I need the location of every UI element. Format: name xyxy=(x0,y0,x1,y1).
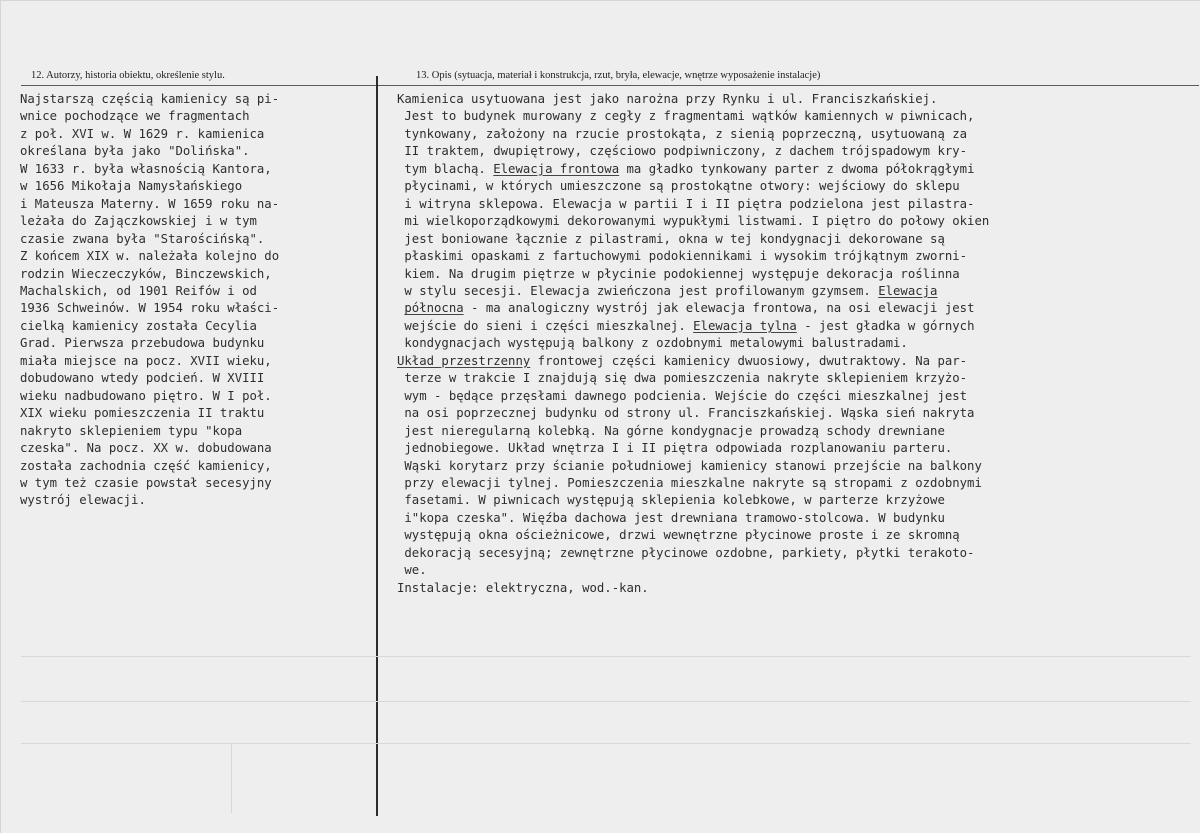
text-line xyxy=(397,475,989,492)
text-line xyxy=(397,405,989,422)
description-text xyxy=(397,91,989,597)
text-line xyxy=(397,510,989,527)
text-line xyxy=(397,545,989,562)
text-line xyxy=(397,143,989,160)
text-segment: na osi poprzecznej budynku od strony ul. Franciszkańskiej. Wąska sień nakryta xyxy=(397,406,975,421)
text-line: określana była jako "Dolińska". xyxy=(20,144,250,159)
text-segment: tynkowany, założony na rzucie prostokąta, z sienią poprzeczną, usytuowaną za xyxy=(397,126,968,141)
text-line: rodzin Wieczeczyków, Binczewskich, xyxy=(20,266,272,281)
text-line xyxy=(397,300,989,317)
text-segment: Wąski korytarz przy ścianie południowej kamienicy stanowi przejście na balkony xyxy=(397,458,982,473)
text-segment: jednobiegowe. Układ wnętrza I i II piętra odpowiada rozplanowaniu parteru. xyxy=(397,441,953,456)
text-segment: we. xyxy=(397,563,427,578)
text-segment: dekoracją secesyjną; zewnętrzne płycinowe ozdobne, parkiety, płytki terakoto- xyxy=(397,545,975,560)
text-segment: Kamienica usytuowana jest jako narożna przy Rynku i ul. Franciszkańskiej. xyxy=(397,92,938,106)
text-segment: i"kopa czeska". Więźba dachowa jest drewniana tramowo-stolcowa. W budynku xyxy=(397,510,945,525)
text-segment: terze w trakcie I znajdują się dwa pomieszczenia nakryte sklepieniem krzyżo- xyxy=(397,371,968,386)
text-line xyxy=(397,423,989,440)
text-line xyxy=(397,458,989,475)
text-line xyxy=(397,492,989,509)
text-segment: frontowej części kamienicy dwuosiowy, dwutraktowy. Na par- xyxy=(530,353,968,368)
text-segment: Instalacje: elektryczna, wod.-kan. xyxy=(397,580,649,595)
text-segment: kiem. Na drugim piętrze w płycinie podokiennej występuje dekoracja roślinna xyxy=(397,266,960,281)
text-line: Najstarszą częścią kamienicy są pi- xyxy=(20,92,280,106)
text-segment: jest nieregularną kolebką. Na górne kondygnacje prowadzą schody drewniane xyxy=(397,423,945,438)
text-line xyxy=(397,318,989,335)
text-line: Grad. Pierwsza przebudowa budynku xyxy=(20,336,265,351)
text-segment: w stylu secesji. Elewacja zwieńczona jest profilowanym gzymsem. xyxy=(397,283,879,298)
text-line: w tym też czasie powstał secesyjny xyxy=(20,475,272,490)
text-segment: jest boniowane łącznie z pilastrami, okna w tej kondygnacji dekorowane są xyxy=(397,231,945,246)
text-line: cielką kamienicy została Cecylia xyxy=(20,318,257,333)
text-line: 1936 Schweinów. W 1954 roku właści- xyxy=(20,301,280,316)
text-line: dobudowano wtedy podcień. W XVIII xyxy=(20,371,265,386)
text-line xyxy=(397,178,989,195)
show-through-rule xyxy=(231,743,232,813)
text-line: nakryto sklepieniem typu "kopa xyxy=(20,423,243,438)
text-segment: występują okna ościeżnicowe, drzwi wewnętrzne płycinowe proste i ze skromną xyxy=(397,528,960,543)
text-line: z poł. XVI w. W 1629 r. kamienica xyxy=(20,126,265,141)
text-line: leżała do Zajączkowskiej i w tym xyxy=(20,214,257,229)
text-line: została zachodnia część kamienicy, xyxy=(20,458,272,473)
text-line xyxy=(397,231,989,248)
text-line xyxy=(397,266,989,283)
text-segment: ma gładko tynkowany parter z dwoma półokrągłymi xyxy=(619,161,975,176)
text-segment: tym blachą. xyxy=(397,161,494,176)
underlined-heading: Układ przestrzenny xyxy=(397,353,531,368)
underlined-heading: Elewacja frontowa xyxy=(493,161,620,176)
header-rule xyxy=(21,85,1199,86)
text-line xyxy=(397,161,989,178)
text-segment: mi wielkoporządkowymi dekorowanymi wypukłymi listwami. I piętro do połowy okien xyxy=(397,214,990,229)
text-line xyxy=(397,283,989,300)
text-line xyxy=(397,388,989,405)
text-line xyxy=(397,335,989,352)
text-line xyxy=(397,126,989,143)
show-through-rule xyxy=(21,656,1191,657)
text-segment: wejście do sieni i części mieszkalnej. xyxy=(397,318,694,333)
underlined-heading: Elewacja tylna xyxy=(693,318,797,333)
section-12-heading: 12. Autorzy, historia obiektu, określenie stylu. xyxy=(31,70,225,81)
text-line xyxy=(397,440,989,457)
text-line xyxy=(397,108,989,125)
text-line: XIX wieku pomieszczenia II traktu xyxy=(20,406,265,421)
text-line: Z końcem XIX w. należała kolejno do xyxy=(20,249,280,264)
show-through-rule xyxy=(21,743,1191,744)
text-line xyxy=(397,353,989,370)
text-segment: Jest to budynek murowany z cegły z fragmentami wątków kamiennych w piwnicach, xyxy=(397,109,975,124)
text-line xyxy=(397,91,989,108)
text-line: czasie zwana była "Starościńską". xyxy=(20,231,265,246)
history-text xyxy=(20,91,279,510)
text-line: Machalskich, od 1901 Reifów i od xyxy=(20,283,257,298)
text-segment: - jest gładka w górnych xyxy=(796,318,975,333)
text-line: w 1656 Mikołaja Namysłańskiego xyxy=(20,179,243,194)
text-line: W 1633 r. była własnością Kantora, xyxy=(20,161,272,176)
show-through-rule xyxy=(21,701,1191,702)
text-line xyxy=(397,370,989,387)
text-segment: II traktem, dwupiętrowy, częściowo podpiwniczony, z dachem trójspadowym kry- xyxy=(397,144,968,159)
text-segment: i witryna sklepowa. Elewacja w partii I i II piętra podzielona jest pilastra- xyxy=(397,196,975,211)
text-line xyxy=(397,213,989,230)
text-line: czeska". Na pocz. XX w. dobudowana xyxy=(20,441,272,456)
text-segment: płaskimi opaskami z fartuchowymi podokiennikami i wysokim trójkątnym zworni- xyxy=(397,249,968,264)
text-segment: płycinami, w których umieszczone są prostokątne otwory: wejściowy do sklepu xyxy=(397,179,960,194)
text-line: miała miejsce na pocz. XVII wieku, xyxy=(20,353,272,368)
text-segment: przy elewacji tylnej. Pomieszczenia mieszkalne nakryte są stropami z ozdobnymi xyxy=(397,475,982,490)
text-segment: kondygnacjach występują balkony z ozdobnymi metalowymi balustradami. xyxy=(397,336,908,351)
text-line: wieku nadbudowano piętro. W I poł. xyxy=(20,388,272,403)
underlined-heading: północna xyxy=(404,301,464,316)
section-13-heading: 13. Opis (sytuacja, materiał i konstrukcja, rzut, bryła, elewacje, wnętrze wyposażenie instalacje) xyxy=(416,70,821,81)
text-line: wnice pochodzące we fragmentach xyxy=(20,109,250,124)
text-line xyxy=(397,527,989,544)
text-line xyxy=(397,248,989,265)
text-segment: wym - będące przęsłami dawnego podcienia. Wejście do części mieszkalnej jest xyxy=(397,388,968,403)
column-divider xyxy=(376,76,378,816)
text-line xyxy=(397,196,989,213)
text-line: i Mateusza Materny. W 1659 roku na- xyxy=(20,196,280,211)
underlined-heading: Elewacja xyxy=(878,283,938,298)
text-segment: fasetami. W piwnicach występują sklepienia kolebkowe, w parterze krzyżowe xyxy=(397,493,945,508)
text-line xyxy=(397,562,989,579)
text-line: wystrój elewacji. xyxy=(20,493,146,508)
text-segment: - ma analogiczny wystrój jak elewacja frontowa, na osi elewacji jest xyxy=(463,301,975,316)
text-line xyxy=(397,580,989,597)
